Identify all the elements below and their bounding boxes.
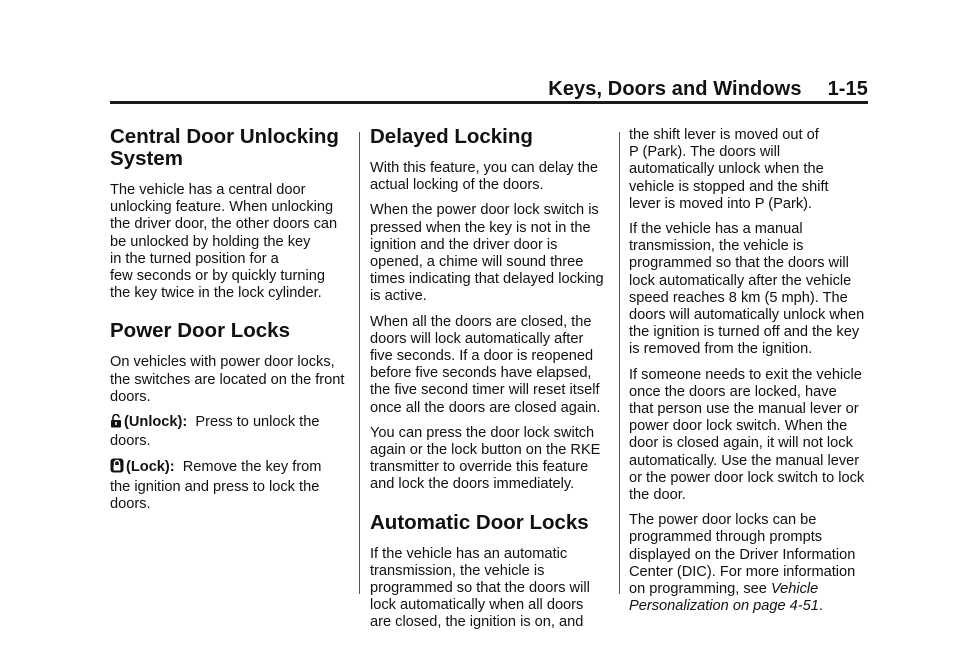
running-header: [110, 78, 868, 101]
heading-power-door-locks: Power Door Locks: [110, 319, 290, 343]
unlock-description: (Unlock): Press to unlock the doors.: [110, 414, 320, 450]
column-3: [629, 127, 874, 623]
header-rule: [110, 101, 868, 104]
column-1: [110, 126, 350, 521]
lock-icon: [110, 458, 124, 478]
paragraph: When all the doors are closed, the doors will lock automatically after five seconds. If a door is reopened before five seconds have elapsed, the five second timer will reset itself once all the doors are closed again.: [370, 313, 601, 416]
paragraph: The vehicle has a central door unlocking feature. When unlocking the driver door, the other doors can be unlocked by holding the key in the turned position for a few seconds or by quickly turning the key twice in the lock cylinder.: [110, 182, 338, 302]
page-number: 1-15: [827, 78, 868, 100]
heading-delayed-locking: Delayed Locking: [370, 125, 533, 148]
column-divider: [359, 132, 360, 594]
header-title: Keys, Doors and Windows: [548, 78, 802, 100]
column-2: [370, 126, 610, 640]
paragraph: With this feature, you can delay the actual locking of the doors.: [370, 160, 598, 194]
paragraph: If the vehicle has a manual transmission, the vehicle is programmed so that the doors will lock automatically after the vehicle speed reaches 8 km (5 mph). The doors will automatically unlock when the ignition is turned off and the key is removed from the ignition.: [629, 221, 865, 358]
paragraph: On vehicles with power door locks, the switches are located on the front doors.: [110, 354, 345, 405]
heading-automatic-door-locks: Automatic Door Locks: [370, 510, 589, 534]
heading-central-door-unlocking: Central Door Unlocking System: [110, 125, 339, 170]
paragraph: the shift lever is moved out of P (Park). The doors will automatically unlock when the vehicle is stopped and the shift lever is moved into P (Park).: [629, 127, 829, 212]
paragraph: The power door locks can be programmed through prompts displayed on the Driver Information Center (DIC). For more information on programming, see Vehicle Personalization on page 4-51.: [629, 512, 856, 615]
paragraph: If someone needs to exit the vehicle once the doors are locked, have that person use the manual lever or power door lock switch. When the door is closed again, it will not lock automatically. Use the manual lever or the power door lock switch to lock the door.: [629, 366, 865, 504]
paragraph: When the power door lock switch is pressed when the key is not in the ignition and the driver door is opened, a chime will sound three times indicating that delayed locking is active.: [370, 202, 604, 305]
cross-reference-link[interactable]: Vehicle Personalization on page 4-51: [629, 581, 819, 615]
unlock-icon: [110, 414, 122, 433]
paragraph: You can press the door lock switch again or the lock button on the RKE transmitter to override this feature and lock the doors immediately.: [370, 424, 601, 493]
lock-description: (Lock): Remove the key from the ignition and press to lock the doors.: [110, 459, 322, 512]
paragraph: If the vehicle has an automatic transmission, the vehicle is programmed so that the doors will lock automatically when all doors are closed, the ignition is on, and: [370, 545, 590, 631]
column-divider: [619, 132, 620, 594]
